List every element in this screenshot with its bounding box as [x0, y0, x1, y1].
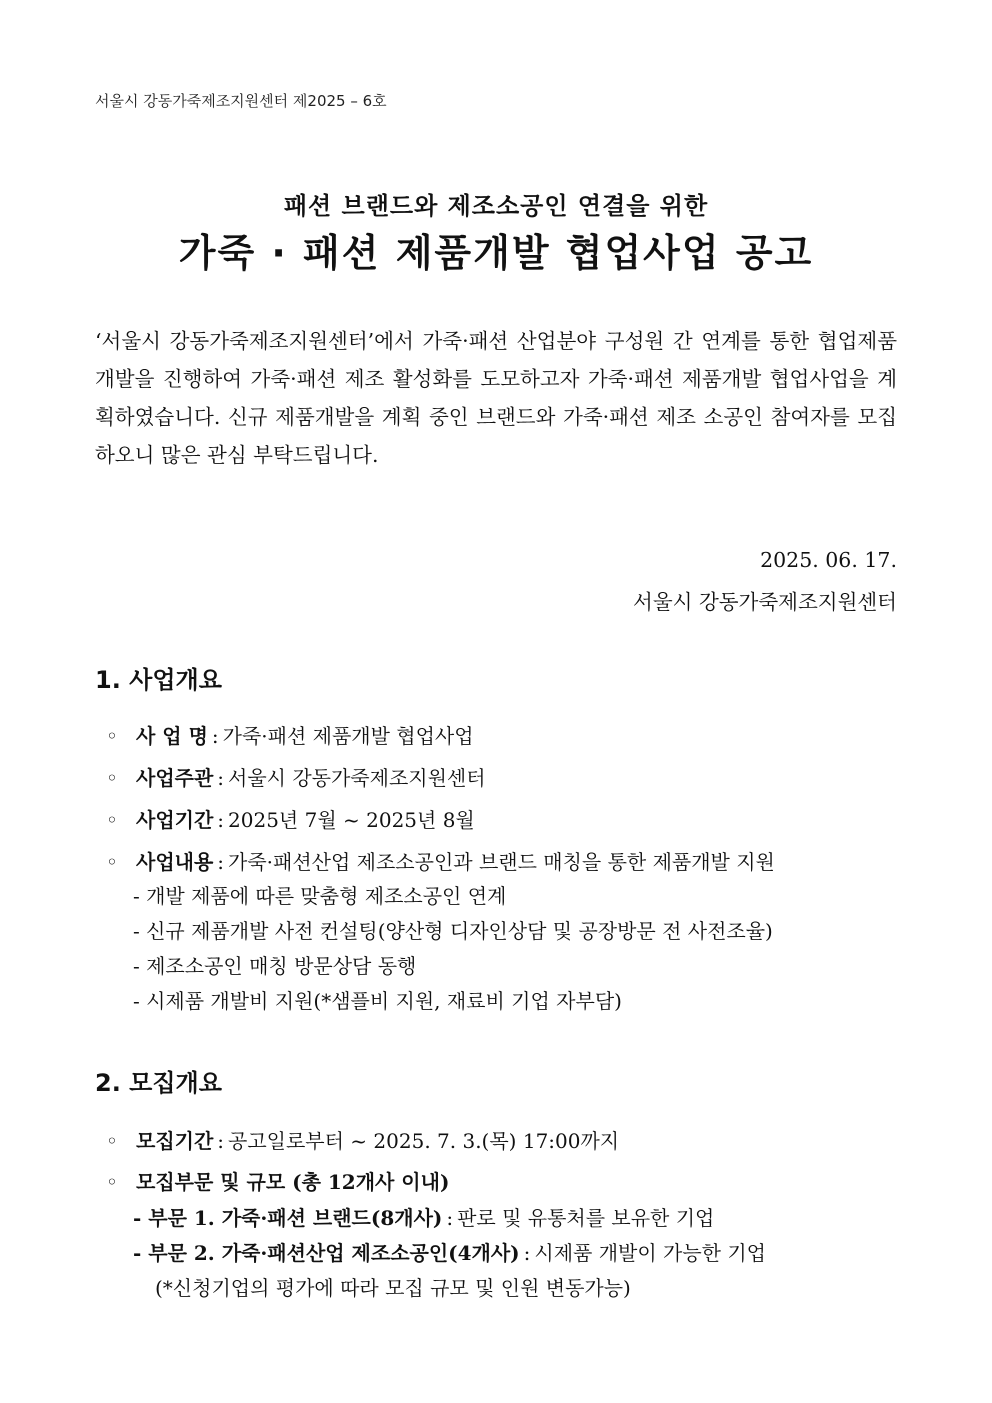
- item-label: 모집부문 및 규모 (총 12개사 이내): [136, 1170, 450, 1194]
- item-label: 사 업 명: [136, 724, 208, 748]
- content-detail-item: - 제조소공인 매칭 방문상담 동행: [133, 954, 417, 978]
- section-heading-recruitment: 2. 모집개요: [95, 1069, 222, 1097]
- bullet-icon: ◦: [106, 1129, 118, 1153]
- item-colon: :: [217, 1129, 225, 1153]
- bullet-icon: ◦: [106, 766, 118, 790]
- item-label: 사업기간: [136, 808, 214, 832]
- content-detail-item: - 개발 제품에 따른 맞춤형 제조소공인 연계: [133, 884, 507, 908]
- category-label: - 부문 2. 가죽·패션산업 제조소공인(4개사): [133, 1241, 520, 1265]
- item-value: 공고일로부터 ~ 2025. 7. 3.(목) 17:00까지: [228, 1129, 620, 1153]
- item-value: 2025년 7월 ~ 2025년 8월: [228, 808, 475, 832]
- item-colon: :: [211, 724, 219, 748]
- recruitment-note: (*신청기업의 평가에 따라 모집 규모 및 인원 변동가능): [155, 1276, 631, 1300]
- category-desc: 판로 및 유통처를 보유한 기업: [457, 1206, 715, 1230]
- item-colon: :: [446, 1206, 454, 1230]
- content-detail-item: - 신규 제품개발 사전 컨설팅(양산형 디자인상담 및 공장방문 전 사전조율): [133, 919, 773, 943]
- item-colon: :: [217, 766, 225, 790]
- issuer-name: 서울시 강동가죽제조지원센터: [633, 590, 897, 614]
- section-heading-overview: 1. 사업개요: [95, 666, 222, 694]
- recruitment-period-item: [106, 1125, 619, 1154]
- overview-item-project-name: [106, 720, 474, 749]
- item-colon: :: [523, 1241, 531, 1265]
- notice-title: 가죽 · 패션 제품개발 협업사업 공고: [178, 231, 814, 275]
- item-colon: :: [217, 850, 225, 874]
- item-colon: :: [217, 808, 225, 832]
- bullet-icon: ◦: [106, 724, 118, 748]
- notice-date: 2025. 06. 17.: [760, 548, 897, 572]
- item-label: 사업내용: [136, 850, 214, 874]
- category-desc: 시제품 개발이 가능한 기업: [534, 1241, 766, 1265]
- category-brand-item: [133, 1202, 714, 1231]
- overview-item-content: [106, 846, 775, 875]
- item-label: 사업주관: [136, 766, 214, 790]
- item-value: 가죽·패션 제품개발 협업사업: [222, 724, 474, 748]
- item-value: 가죽·패션산업 제조소공인과 브랜드 매칭을 통한 제품개발 지원: [228, 850, 775, 874]
- item-label: 모집기간: [136, 1129, 214, 1153]
- notice-subtitle: 패션 브랜드와 제조소공인 연결을 위한: [283, 192, 709, 220]
- category-manufacturer-item: [133, 1237, 766, 1266]
- category-label: - 부문 1. 가죽·패션 브랜드(8개사): [133, 1206, 443, 1230]
- content-detail-item: - 시제품 개발비 지원(*샘플비 지원, 재료비 기업 자부담): [133, 989, 622, 1013]
- bullet-icon: ◦: [106, 850, 118, 874]
- bullet-icon: ◦: [106, 1170, 118, 1194]
- recruitment-category-item: [106, 1166, 449, 1195]
- intro-paragraph: ‘서울시 강동가죽제조지원센터’에서 가죽·패션 산업분야 구성원 간 연계를 통한 협업제품 개발을 진행하여 가죽·패션 제조 활성화를 도모하고자 가죽·패션 제품개발 협업사업을 계획하였습니다. 신규 제품개발을 계획 중인 브랜드와 가죽·패션 제조 소공인 참여자를 모집하오니 많은 관심 부탁드립니다.: [95, 329, 897, 467]
- document-number: 서울시 강동가죽제조지원센터 제2025 – 6호: [95, 92, 387, 110]
- bullet-icon: ◦: [106, 808, 118, 832]
- overview-item-organizer: [106, 762, 486, 791]
- item-value: 서울시 강동가죽제조지원센터: [228, 766, 486, 790]
- overview-item-period: [106, 804, 475, 833]
